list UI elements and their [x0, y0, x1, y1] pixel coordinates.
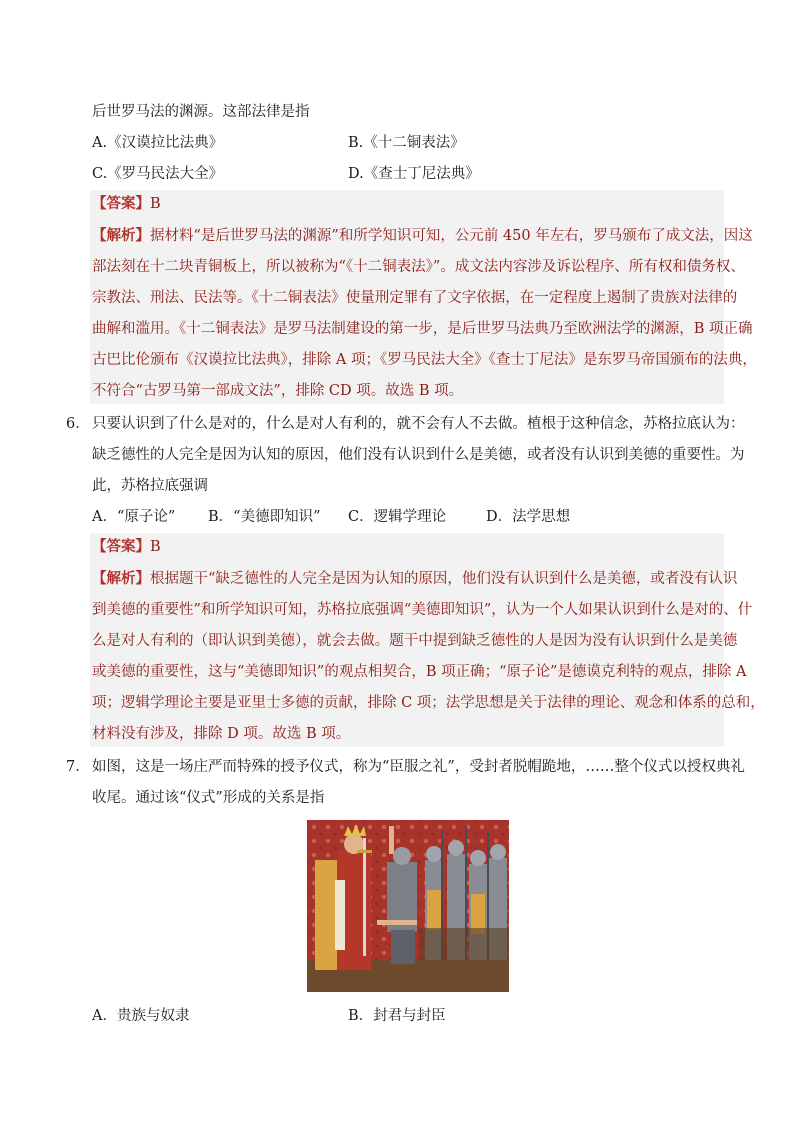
q6-option-a: A．“原子论” — [92, 509, 176, 525]
q6-stem-line-3: 此，苏格拉底强调 — [92, 478, 208, 494]
answer-tag: 【答案】 — [92, 195, 150, 212]
q5-answer — [92, 194, 161, 214]
q7-stem-line-1: 如图，这是一场庄严而特殊的授予仪式，称为“臣服之礼”，受封者脱帽跪地，……整个仪式以授权典礼 — [92, 759, 745, 775]
q5-option-d: D.《查士丁尼法典》 — [348, 166, 480, 182]
answer-value: B — [150, 196, 161, 212]
q7-option-a: A．贵族与奴隶 — [92, 1008, 190, 1024]
q5-option-c: C.《罗马民法大全》 — [92, 166, 224, 182]
q6-analysis-line-2: 到美德的重要性”和所学知识可知，苏格拉底强调“美德即知识”，认为一个人如果认识到什么是对的、什 — [92, 602, 753, 618]
q6-analysis-line-4: 或美德的重要性，这与“美德即知识”的观点相契合，B 项正确；“原子论”是德谟克利特的观点，排除 A — [92, 664, 747, 680]
answer-value: B — [150, 539, 161, 555]
q6-number: 6． — [66, 416, 90, 432]
q5-analysis-line-1: 【解析】据材料“是后世罗马法的渊源”和所学知识可知，公元前 450 年左右，罗马颁布了成文法，因这 — [92, 227, 753, 244]
homage-ceremony-painting — [307, 820, 509, 992]
q6-analysis-line-3: 么是对人有利的（即认识到美德），就会去做。题干中提到缺乏德性的人是因为没有认识到什么是美德 — [92, 633, 738, 649]
q7-option-b: B．封君与封臣 — [348, 1008, 446, 1024]
q6-option-d: D．法学思想 — [486, 509, 571, 525]
analysis-tag: 【解析】 — [92, 227, 150, 244]
q6-stem-line-2: 缺乏德性的人完全是因为认知的原因，他们没有认识到什么是美德，或者没有认识到美德的重要性。为 — [92, 447, 745, 463]
q7-number: 7． — [66, 759, 90, 775]
q6-stem-line-1: 只要认识到了什么是对的，什么是对人有利的，就不会有人不去做。植根于这种信念，苏格拉底认为： — [92, 416, 745, 432]
q6-answer — [92, 537, 161, 557]
q7-stem-line-2: 收尾。通过该“仪式”形成的关系是指 — [92, 790, 325, 806]
q6-analysis-line-1: 【解析】根据题干“缺乏德性的人完全是因为认知的原因，他们没有认识到什么是美德，或者没有认识 — [92, 570, 738, 587]
q5-option-a: A.《汉谟拉比法典》 — [92, 135, 224, 151]
q6-analysis-line-5: 项；逻辑学理论主要是亚里士多德的贡献，排除 C 项；法学思想是关于法律的理论、观念和体系的总和， — [92, 695, 765, 711]
painting-illustration — [307, 820, 509, 992]
q5-analysis-line-2: 部法刻在十二块青铜板上，所以被称为“《十二铜表法》”。成文法内容涉及诉讼程序、所有权和债务权、 — [92, 259, 745, 275]
q5-analysis-line-3: 宗教法、刑法、民法等。《十二铜表法》使量刑定罪有了文字依据，在一定程度上遏制了贵族对法律的 — [92, 290, 738, 306]
answer-tag: 【答案】 — [92, 538, 150, 555]
q5-analysis-line-6: 不符合“古罗马第一部成文法”，排除 CD 项。故选 B 项。 — [92, 383, 464, 399]
q5-option-b: B.《十二铜表法》 — [348, 135, 465, 151]
q6-option-c: C．逻辑学理论 — [348, 509, 447, 525]
q6-analysis-line-6: 材料没有涉及，排除 D 项。故选 B 项。 — [92, 726, 351, 742]
q5-analysis-line-4: 曲解和滥用。《十二铜表法》是罗马法制建设的第一步，是后世罗马法典乃至欧洲法学的渊源，B 项正确 — [92, 321, 753, 337]
analysis-tag: 【解析】 — [92, 570, 150, 587]
q5-analysis-line-5: 古巴比伦颁布《汉谟拉比法典》，排除 A 项；《罗马民法大全》《查士丁尼法》是东罗马帝国颁布的法典， — [92, 352, 757, 368]
q6-option-b: B．“美德即知识” — [208, 509, 321, 525]
q5-stem-tail: 后世罗马法的渊源。这部法律是指 — [92, 104, 310, 120]
